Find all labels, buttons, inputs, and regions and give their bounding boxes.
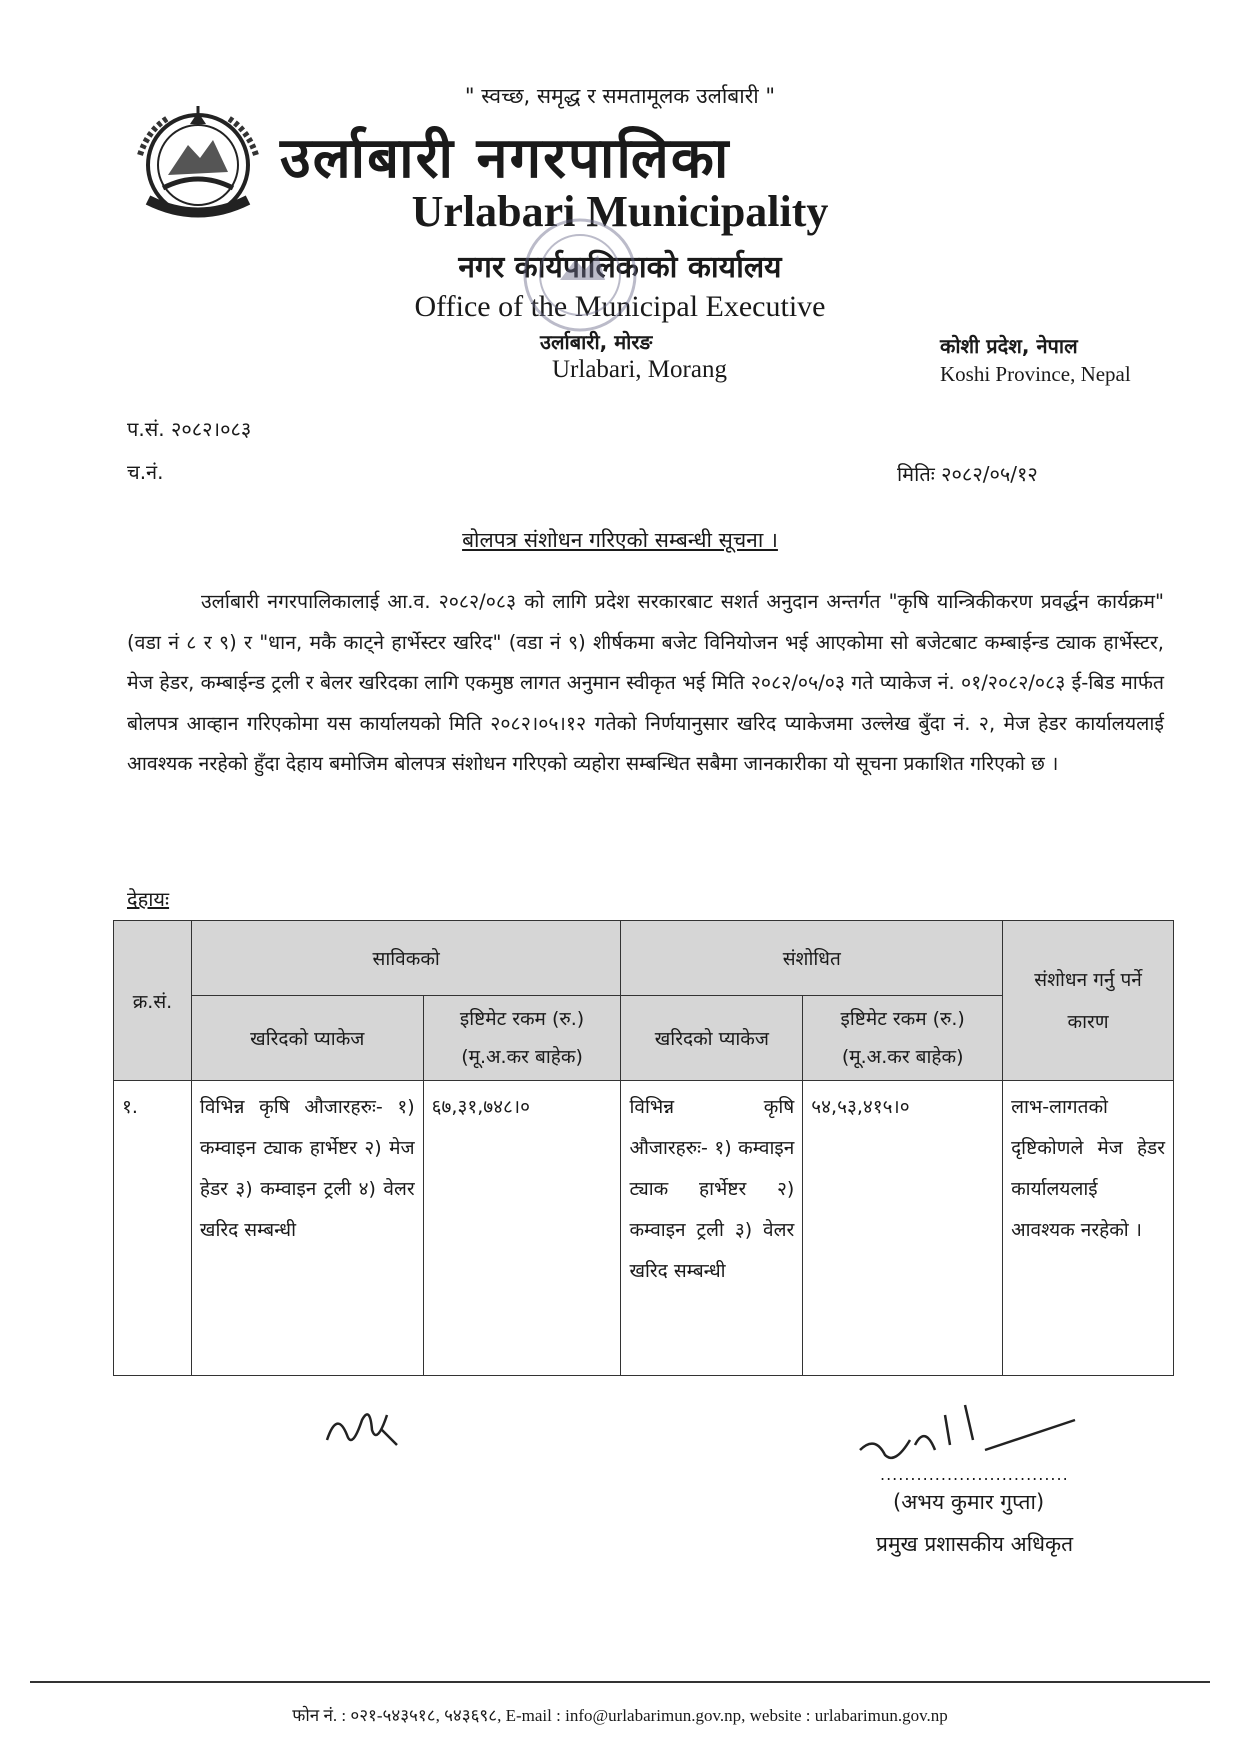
dehaya-label: देहायः — [127, 887, 170, 911]
patra-sankhya: प.सं. २०८२।०८३ — [127, 417, 252, 441]
notice-title: बोलपत्र संशोधन गरिएको सम्बन्धी सूचना । — [462, 528, 778, 552]
header-reason: संशोधन गर्नु पर्ने कारण — [1003, 921, 1174, 1081]
municipality-title-nepali: उर्लाबारी नगरपालिका — [280, 126, 731, 191]
header-original: साविकको — [191, 921, 621, 996]
header-original-estimate: इष्टिमेट रकम (रु.) (मू.अ.कर बाहेक) — [423, 996, 621, 1081]
header-revised-estimate: इष्टिमेट रकम (रु.) (मू.अ.कर बाहेक) — [803, 996, 1003, 1081]
header-revised-package: खरिदको प्याकेज — [621, 996, 803, 1081]
footer-divider — [30, 1681, 1210, 1683]
row-serial-number: १. — [114, 1081, 192, 1376]
signature-line: ............................... — [880, 1465, 1069, 1484]
header-revised: संशोधित — [621, 921, 1003, 996]
row-reason: लाभ-लागतको दृष्टिकोणले मेज हेडर कार्यालयलाई आवश्यक नरहेको । — [1003, 1081, 1174, 1376]
office-title-nepali: नगर कार्यपालिकाको कार्यालय — [458, 250, 782, 285]
slogan: " स्वच्छ, समृद्ध र समतामूलक उर्लाबारी " — [464, 84, 776, 108]
signatory-name: (अभय कुमार गुप्ता) — [893, 1490, 1045, 1514]
office-stamp — [520, 215, 640, 339]
header-original-package: खरिदको प्याकेज — [191, 996, 423, 1081]
header-serial-number: क्र.सं. — [114, 921, 192, 1081]
signatory-designation: प्रमुख प्रशासकीय अधिकृत — [876, 1532, 1074, 1556]
address-nepali: उर्लाबारी, मोरङ — [540, 330, 653, 354]
province-nepali: कोशी प्रदेश, नेपाल — [940, 334, 1078, 358]
row-revised-package: विभिन्न कृषि औजारहरुः- १) कम्वाइन ट्याक हार्भेष्टर २) कम्वाइन ट्रली ३) वेलर खरिद सम्बन्धी — [621, 1081, 803, 1376]
footer-contact: फोन नं. : ०२१-५४३५१८, ५४३६९८, E-mail : info@urlabarimun.gov.np, website : urlabarimun.gov.np — [292, 1706, 948, 1725]
row-original-package: विभिन्न कृषि औजारहरुः- १) कम्वाइन ट्याक हार्भेष्टर २) मेज हेडर ३) कम्वाइन ट्रली ४) वेलर खरिद सम्बन्धी — [191, 1081, 423, 1376]
row-revised-estimate: ५४,५३,४१५।० — [803, 1081, 1003, 1376]
row-original-estimate: ६७,३१,७४८।० — [423, 1081, 621, 1376]
province-english: Koshi Province, Nepal — [940, 362, 1131, 386]
letter-date: मितिः २०८२/०५/१२ — [897, 462, 1038, 486]
notice-body: उर्लाबारी नगरपालिकालाई आ.व. २०८२/०८३ को लागि प्रदेश सरकारबाट सशर्त अनुदान अन्तर्गत "कृषि यान्त्रिकीकरण प्रवर्द्धन कार्यक्रम" (वडा नं ८ र ९) र "धान, मकै काट्ने हार्भेस्टर खरिद" (वडा नं ९) शीर्षकमा बजेट विनियोजन भई आएकोमा सो बजेटबाट कम्बाईन्ड ट्याक हार्भेस्टर, मेज हेडर, कम्बाईन्ड ट्रली र बेलर खरिदका लागि एकमुष्ठ लागत अनुमान स्वीकृत भई मिति २०८२/०५/०३ गते प्याकेज नं. ०१/२०८२/०८३ ई-बिड मार्फत बोलपत्र आव्हान गरिएकोमा यस कार्यालयको मिति २०८२।०५।१२ गतेको निर्णयानुसार खरिद प्याकेजमा उल्लेख बुँदा नं. २, मेज हेडर कार्यालयलाई आवश्यक नरहेको हुँदा देहाय बमोजिम बोलपत्र संशोधन गरिएको व्यहोरा सम्बन्धित सबैमा जानकारीका यो सूचना प्रकाशित गरिएको छ । — [127, 590, 1164, 775]
amendment-table — [113, 920, 1174, 1376]
municipality-title-english: Urlabari Municipality — [411, 187, 829, 236]
office-title-english: Office of the Municipal Executive — [414, 290, 826, 323]
address-english: Urlabari, Morang — [552, 356, 727, 383]
initials-signature — [322, 1400, 422, 1464]
table-row — [114, 1081, 1174, 1376]
chalani-number: च.नं. — [127, 460, 164, 484]
